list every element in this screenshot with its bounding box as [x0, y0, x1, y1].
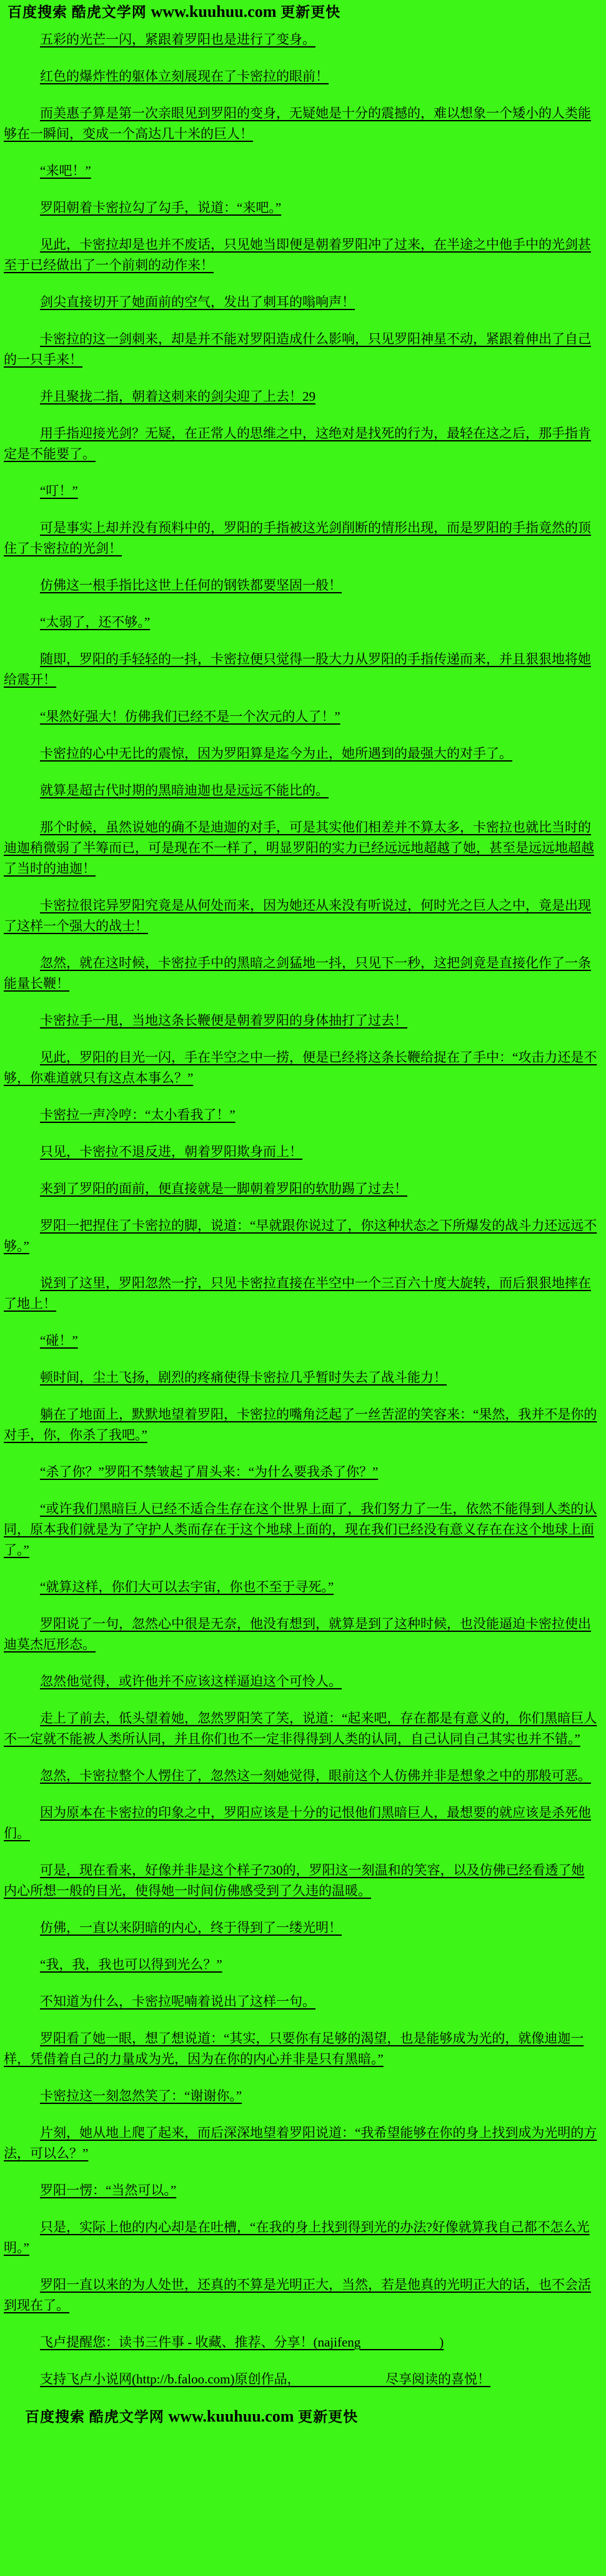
paragraph: 红色的爆炸性的躯体立刻展现在了卡密拉的眼前！ — [40, 69, 329, 84]
paragraph: 可是事实上却并没有预料中的，罗阳的手指被这光剑削断的情形出现，而是罗阳的手指竟然的顶住了卡密拉的光剑！ — [4, 520, 591, 556]
paragraph: 剑尖直接切开了她面前的空气，发出了刺耳的嗡响声！ — [40, 294, 355, 309]
paragraph: 随即，罗阳的手轻轻的一抖，卡密拉便只觉得一股大力从罗阳的手指传递而来，并且狠狠地将她给震开！ — [4, 652, 591, 687]
paragraph: 罗阳一把捏住了卡密拉的脚，说道：“早就跟你说过了，你这种状态之下所爆发的战斗力还远远不够。” — [4, 1218, 597, 1254]
paragraph: 因为原本在卡密拉的印象之中，罗阳应该是十分的记恨他们黑暗巨人，最想要的就应该是杀死他们。 — [4, 1805, 591, 1841]
paragraph: 就算是超古代时期的黑暗迪迦也是远远不能比的。 — [40, 783, 329, 798]
paragraph: 罗阳说了一句，忽然心中很是无奈，他没有想到，就算是到了这种时候，也没能逼迫卡密拉使出迪莫杰厄形态。 — [4, 1616, 591, 1652]
paragraph: 卡密拉这一刻忽然笑了：“谢谢你。” — [40, 2088, 242, 2103]
top-banner-slogan: 更新更快 — [281, 4, 341, 20]
paragraph: 见此，罗阳的目光一闪，手在半空之中一捞，便是已经将这条长鞭给捉在了手中：“攻击力还是不够，你难道就只有这点本事么？” — [4, 1050, 597, 1085]
paragraph: 卡密拉一声冷哼：“太小看我了！” — [40, 1107, 236, 1122]
paragraph: 那个时候，虽然说她的确不是迪迦的对手，可是其实他们相差并不算太多，卡密拉也就比当时的迪迦稍微弱了半筹而已，可是现在不一样了，明显罗阳的实力已经远远地超越了她，甚至是远远地超越了当时的迪迦！ — [4, 820, 594, 876]
paragraph: “或许我们黑暗巨人已经不适合生存在这个世界上面了，我们努力了一生，依然不能得到人类的认同，原本我们就是为了守护人类而存在于这个地球上面的，现在我们已经没有意义存在在这个地球上面了。” — [4, 1501, 597, 1557]
paragraph: 只见，卡密拉不退反进，朝着罗阳欺身而上！ — [40, 1144, 302, 1159]
paragraph: 见此，卡密拉却是也并不废话，只见她当即便是朝着罗阳冲了过来，在半途之中他手中的光剑甚至于已经做出了一个前刺的动作来！ — [4, 237, 591, 273]
paragraph: 卡密拉的这一剑刺来，却是并不能对罗阳造成什么影响，只见罗阳神星不动，紧跟着伸出了自己的一只手来！ — [4, 331, 591, 367]
top-banner-site-text: 百度搜索 酷虎文学网 — [7, 4, 147, 20]
paragraph: 忽然，就在这时候，卡密拉手中的黑暗之剑猛地一抖，只见下一秒，这把剑竟是直接化作了一条能量长鞭！ — [4, 955, 591, 991]
paragraph: 可是，现在看来，好像并非是这个样子730的，罗阳这一刻温和的笑容，以及仿佛已经看透了她内心所想一般的目光，使得她一时间仿佛感受到了久违的温暖。 — [4, 1863, 585, 1898]
paragraph: “叮！” — [40, 483, 78, 498]
paragraph: 五彩的光芒一闪，紧跟着罗阳也是进行了变身。 — [40, 32, 315, 47]
bottom-banner-site-text: 百度搜索 酷虎文学网 — [25, 2409, 164, 2425]
paragraph: 只是，实际上他的内心却是在吐槽，“在我的身上找到得到光的办法?好像就算我自己都不怎么光明。” — [4, 2220, 590, 2255]
paragraph: 仿佛，一直以来阴暗的内心，终于得到了一缕光明！ — [40, 1920, 342, 1935]
bottom-banner-url: www.kuuhuu.com — [168, 2407, 294, 2425]
top-banner — [0, 3, 606, 22]
paragraph: 罗阳看了她一眼，想了想说道：“其实，只要你有足够的渴望，也是能够成为光的，就像迪迦一样，凭借着自己的力量成为光，因为在你的内心并非是只有黑暗。” — [4, 2031, 584, 2066]
paragraph: 走上了前去，低头望着她，忽然罗阳笑了笑，说道：“起来吧，存在都是有意义的，你们黑暗巨人不一定就不能被人类所认同，并且你们也不一定非得得到人类的认同，自己认同自己其实也并不错。” — [4, 1711, 597, 1746]
paragraph: 顿时间，尘土飞扬，剧烈的疼痛使得卡密拉几乎暂时失去了战斗能力！ — [40, 1370, 447, 1385]
paragraph: “来吧！” — [40, 163, 91, 178]
paragraph: 卡密拉手一甩，当地这条长鞭便是朝着罗阳的身体抽打了过去！ — [40, 1013, 407, 1028]
bottom-banner-slogan: 更新更快 — [298, 2409, 359, 2425]
paragraph: 卡密拉很诧异罗阳究竟是从何处而来，因为她还从来没有听说过，何时光之巨人之中，竟是出现了这样一个强大的战士！ — [4, 898, 591, 933]
paragraph: “就算这样，你们大可以去宇宙，你也不至于寻死。” — [40, 1579, 334, 1594]
paragraph: 说到了这里，罗阳忽然一拧，只见卡密拉直接在半空中一个三百六十度大旋转，而后狠狠地摔在了地上！ — [4, 1275, 591, 1311]
paragraph: 躺在了地面上，默默地望着罗阳，卡密拉的嘴角泛起了一丝苦涩的笑容来：“果然，我并不是你的对手，你，你杀了我吧。” — [4, 1407, 597, 1442]
paragraph: 忽然，卡密拉整个人愣住了，忽然这一刻她觉得，眼前这个人仿佛并非是想象之中的那般可恶。 — [40, 1768, 591, 1783]
novel-content — [0, 22, 606, 2390]
paragraph: “杀了你？”罗阳不禁皱起了眉头来：“为什么要我杀了你？” — [40, 1464, 379, 1479]
paragraph: 支持飞卢小说网(http://b.faloo.com)原创作品， 尽享阅读的喜悦！ — [40, 2372, 490, 2387]
paragraph: “果然好强大！仿佛我们已经不是一个次元的人了！” — [40, 709, 340, 724]
paragraph: 来到了罗阳的面前，便直接就是一脚朝着罗阳的软肋踢了过去！ — [40, 1181, 407, 1196]
paragraph: “太弱了，还不够。” — [40, 615, 151, 630]
top-banner-url: www.kuuhuu.com — [151, 3, 277, 21]
paragraph: 罗阳一直以来的为人处世，还真的不算是光明正大，当然，若是他真的光明正大的话，也不会活到现在了。 — [4, 2277, 591, 2313]
paragraph: 片刻，她从地上爬了起来，而后深深地望着罗阳说道：“我希望能够在你的身上找到成为光明的方法，可以么？” — [4, 2125, 597, 2161]
paragraph: 忽然他觉得，或许他并不应该这样逼迫这个可怜人。 — [40, 1674, 342, 1689]
paragraph: “我，我，我也可以得到光么？” — [40, 1957, 222, 1972]
paragraph: “碰！” — [40, 1333, 78, 1348]
paragraph: 卡密拉的心中无比的震惊，因为罗阳算是迄今为止，她所遇到的最强大的对手了。 — [40, 746, 512, 761]
paragraph: 不知道为什么，卡密拉呢喃着说出了这样一句。 — [40, 1994, 315, 2009]
paragraph: 罗阳朝着卡密拉勾了勾手，说道：“来吧。” — [40, 200, 282, 215]
paragraph: 罗阳一愣：“当然可以。” — [40, 2183, 177, 2198]
paragraph: 而美惠子算是第一次亲眼见到罗阳的变身，无疑她是十分的震撼的，难以想象一个矮小的人类能够在一瞬间，变成一个高达几十米的巨人！ — [4, 106, 591, 141]
paragraph: 用手指迎接光剑？无疑，在正常人的思维之中，这绝对是找死的行为，最轻在这之后，那手指肯定是不能要了。 — [4, 426, 591, 461]
paragraph: 并且聚拢二指，朝着这刺来的剑尖迎了上去！29 — [40, 389, 315, 404]
paragraph: 仿佛这一根手指比这世上任何的钢铁都要坚固一般！ — [40, 578, 342, 593]
bottom-banner — [0, 2407, 606, 2427]
paragraph: 飞卢提醒您：读书三件事 - 收藏、推荐、分享！(najifeng ) — [40, 2335, 444, 2350]
